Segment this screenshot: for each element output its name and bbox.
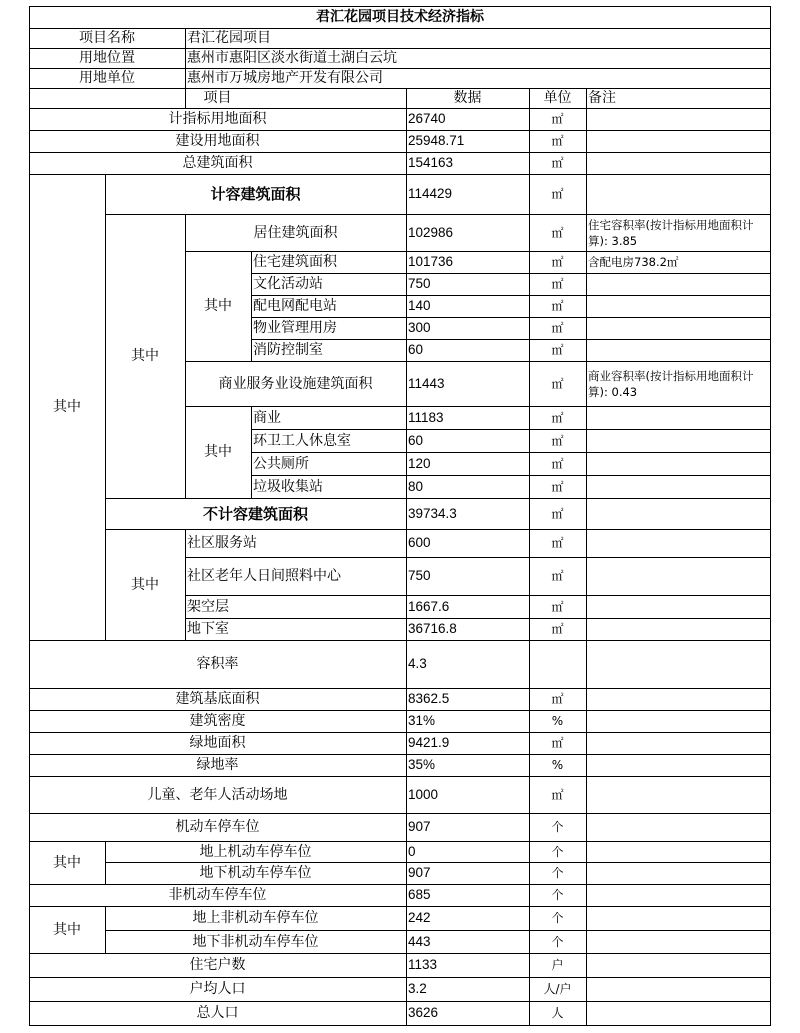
- row-unit: 个: [551, 888, 564, 902]
- row-label: 绿地面积: [189, 735, 246, 751]
- row-unit: ㎡: [551, 134, 564, 148]
- grid-line: [251, 251, 252, 361]
- grid-line: [29, 640, 771, 641]
- row-data: 11183: [408, 409, 444, 425]
- row-data: 101736: [408, 254, 454, 269]
- grid-line: [29, 776, 771, 777]
- grid-line: [29, 1025, 771, 1026]
- row-unit: ㎡: [551, 456, 564, 471]
- group-label-jidong: 其中: [53, 854, 81, 871]
- info-value-project-name: 君汇花园项目: [187, 30, 271, 46]
- row-label: 地上非机动车停车位: [192, 910, 319, 926]
- info-value-unit: 惠州市万城房地产开发有限公司: [187, 70, 383, 86]
- row-label: 地下机动车停车位: [199, 865, 312, 881]
- grid-line: [29, 884, 771, 885]
- grid-line: [29, 732, 771, 733]
- row-data: 600: [408, 535, 431, 550]
- row-unit: ㎡: [551, 299, 564, 313]
- grid-line: [251, 475, 771, 476]
- grid-line: [529, 88, 530, 1025]
- row-label: 不计容建筑面积: [202, 504, 308, 523]
- row-label: 户均人口: [189, 981, 246, 997]
- row-data: 60: [408, 432, 424, 448]
- row-data: 36716.8: [408, 621, 457, 636]
- row-unit: %: [551, 758, 564, 772]
- header-note: 备注: [588, 90, 616, 106]
- row-unit: ㎡: [551, 112, 564, 126]
- row-label: 住宅建筑面积: [253, 254, 337, 270]
- grid-line: [105, 841, 106, 884]
- grid-line: [185, 361, 771, 362]
- row-data: 35%: [408, 757, 436, 772]
- row-data: 0: [408, 843, 416, 859]
- row-unit: ㎡: [551, 622, 564, 636]
- table-title: 君汇花园项目技术经济指标: [316, 9, 484, 25]
- row-data: 300: [408, 320, 431, 335]
- row-label: 住宅户数: [189, 957, 246, 973]
- grid-line: [29, 754, 771, 755]
- row-data: 120: [408, 455, 431, 471]
- row-data: 31%: [408, 713, 436, 728]
- row-data: 25948.71: [408, 133, 465, 148]
- grid-line: [185, 406, 771, 407]
- row-unit: ㎡: [551, 479, 564, 494]
- grid-line: [29, 68, 771, 69]
- row-label: 商业服务业设施建筑面积: [218, 375, 373, 392]
- header-item: 项目: [203, 90, 232, 106]
- grid-line: [105, 930, 771, 931]
- info-label-project-name: 项目名称: [79, 30, 135, 46]
- grid-line: [406, 88, 407, 1025]
- grid-line: [105, 862, 771, 863]
- row-data: 1000: [408, 786, 439, 802]
- grid-line: [29, 88, 771, 89]
- row-label: 架空层: [187, 598, 229, 615]
- row-label: 环卫工人休息室: [253, 432, 351, 449]
- row-data: 685: [408, 887, 431, 902]
- row-data: 750: [408, 276, 431, 291]
- header-data: 数据: [453, 90, 482, 106]
- row-unit: ㎡: [551, 787, 564, 802]
- grid-line: [251, 429, 771, 430]
- row-data: 80: [408, 478, 424, 494]
- grid-line: [586, 88, 587, 1025]
- row-label: 计容建筑面积: [210, 185, 301, 203]
- row-unit: 人: [551, 1006, 564, 1020]
- row-unit: ㎡: [551, 736, 564, 750]
- info-label-unit: 用地单位: [79, 70, 135, 86]
- row-data: 1133: [408, 957, 438, 972]
- grid-line: [251, 452, 771, 453]
- row-label: 总人口: [196, 1005, 239, 1021]
- row-label: 物业管理用房: [253, 320, 337, 336]
- row-data: 907: [408, 865, 431, 880]
- row-data: 60: [408, 342, 424, 357]
- row-data: 907: [408, 819, 431, 834]
- row-unit: ㎡: [551, 225, 564, 240]
- grid-line: [185, 595, 771, 596]
- grid-line: [29, 710, 771, 711]
- row-unit: ㎡: [551, 255, 564, 269]
- row-label: 社区老年人日间照料中心: [187, 568, 341, 584]
- grid-line: [105, 529, 771, 530]
- grid-line: [185, 557, 771, 558]
- row-label: 地下室: [187, 621, 229, 637]
- row-label: 建设用地面积: [175, 133, 260, 149]
- grid-line: [29, 977, 771, 978]
- row-label: 儿童、老年人活动场地: [147, 786, 288, 803]
- row-unit: ㎡: [551, 277, 564, 291]
- grid-line: [29, 152, 771, 153]
- row-data: 1667.6: [408, 598, 450, 614]
- grid-line: [185, 618, 771, 619]
- row-unit: ㎡: [551, 433, 564, 448]
- grid-line: [185, 251, 771, 252]
- row-unit: 户: [551, 958, 564, 972]
- row-label: 消防控制室: [253, 342, 323, 358]
- grid-line: [251, 273, 771, 274]
- row-unit: 个: [551, 934, 564, 949]
- grid-line: [29, 813, 771, 814]
- row-unit: ㎡: [551, 536, 564, 550]
- row-unit: ㎡: [551, 569, 564, 583]
- row-unit: 个: [551, 844, 564, 859]
- row-label: 容积率: [196, 656, 239, 672]
- grid-line: [29, 688, 771, 689]
- row-note: 含配电房738.2㎡: [588, 255, 679, 269]
- row-unit: ㎡: [551, 343, 564, 357]
- group-label-bujirong: 其中: [131, 576, 159, 593]
- grid-line: [29, 906, 771, 907]
- row-unit: %: [551, 714, 564, 728]
- row-data: 114429: [408, 186, 453, 201]
- row-data: 8362.5: [408, 691, 450, 706]
- grid-line: [29, 174, 771, 175]
- grid-line: [29, 6, 30, 1026]
- row-note: 商业容积率(按计指标用地面积计算): 0.43: [588, 368, 754, 399]
- grid-line: [29, 1001, 771, 1002]
- row-data: 4.3: [408, 656, 427, 671]
- row-data: 154163: [408, 155, 454, 170]
- grid-line: [29, 108, 771, 109]
- row-label: 建筑密度: [189, 713, 246, 729]
- row-label: 机动车停车位: [175, 819, 260, 835]
- row-unit: ㎡: [551, 187, 564, 201]
- row-data: 443: [408, 933, 431, 949]
- group-label-shangye: 其中: [204, 444, 232, 460]
- row-unit: ㎡: [551, 376, 564, 391]
- row-data: 11443: [408, 375, 445, 391]
- row-label: 非机动车停车位: [168, 887, 267, 903]
- header-unit: 单位: [543, 90, 572, 106]
- grid-line: [105, 498, 771, 499]
- grid-line: [29, 28, 771, 29]
- row-data: 3.2: [408, 981, 427, 996]
- grid-line: [185, 529, 186, 640]
- row-data: 140: [408, 298, 431, 313]
- row-label: 地下非机动车停车位: [192, 933, 319, 950]
- row-data: 3626: [408, 1005, 439, 1020]
- row-unit: ㎡: [551, 692, 564, 706]
- grid-line: [105, 906, 106, 953]
- grid-line: [29, 48, 771, 49]
- row-unit: ㎡: [551, 156, 564, 170]
- grid-line: [29, 953, 771, 954]
- row-unit: ㎡: [551, 410, 564, 425]
- row-label: 配电网配电站: [253, 298, 337, 314]
- row-data: 26740: [408, 111, 446, 126]
- grid-line: [251, 406, 252, 498]
- grid-line: [185, 214, 186, 498]
- grid-line: [105, 214, 771, 215]
- group-label-feijidong: 其中: [53, 921, 81, 938]
- row-label: 文化活动站: [253, 276, 323, 292]
- group-label-juzhu: 其中: [204, 298, 232, 314]
- grid-line: [251, 317, 771, 318]
- row-unit: 个: [551, 866, 564, 880]
- row-unit: ㎡: [551, 321, 564, 335]
- row-note: 住宅容积率(按计指标用地面积计算): 3.85: [588, 217, 754, 248]
- grid-line: [251, 339, 771, 340]
- grid-line: [29, 6, 771, 7]
- row-label: 商业: [253, 409, 281, 426]
- row-label: 地上机动车停车位: [199, 843, 312, 860]
- info-value-location: 惠州市惠阳区淡水街道土湖白云坑: [187, 50, 397, 66]
- grid-line: [29, 841, 771, 842]
- row-label: 计指标用地面积: [168, 111, 267, 127]
- row-unit: ㎡: [551, 506, 564, 521]
- group-label-main: 其中: [53, 399, 81, 415]
- row-label: 总建筑面积: [182, 155, 253, 171]
- grid-line: [105, 174, 106, 640]
- grid-line: [251, 295, 771, 296]
- row-unit: 人/户: [543, 982, 572, 996]
- grid-line: [770, 6, 771, 1026]
- group-label-jirong: 其中: [131, 348, 159, 364]
- row-unit: 个: [551, 820, 564, 834]
- row-label: 社区服务站: [187, 535, 257, 551]
- row-label: 垃圾收集站: [253, 478, 323, 495]
- indicator-table: [29, 6, 771, 1026]
- row-data: 750: [408, 568, 431, 583]
- info-label-location: 用地位置: [79, 50, 135, 66]
- row-data: 102986: [408, 224, 454, 240]
- row-data: 9421.9: [408, 735, 450, 750]
- row-data: 39734.3: [408, 505, 457, 521]
- row-label: 绿地率: [196, 757, 239, 773]
- row-label: 建筑基底面积: [175, 691, 260, 707]
- row-unit: ㎡: [551, 599, 564, 614]
- grid-line: [185, 28, 186, 108]
- row-label: 居住建筑面积: [253, 224, 338, 241]
- row-unit: 个: [551, 911, 564, 925]
- row-data: 242: [408, 910, 431, 925]
- row-label: 公共厕所: [253, 455, 309, 472]
- grid-line: [29, 130, 771, 131]
